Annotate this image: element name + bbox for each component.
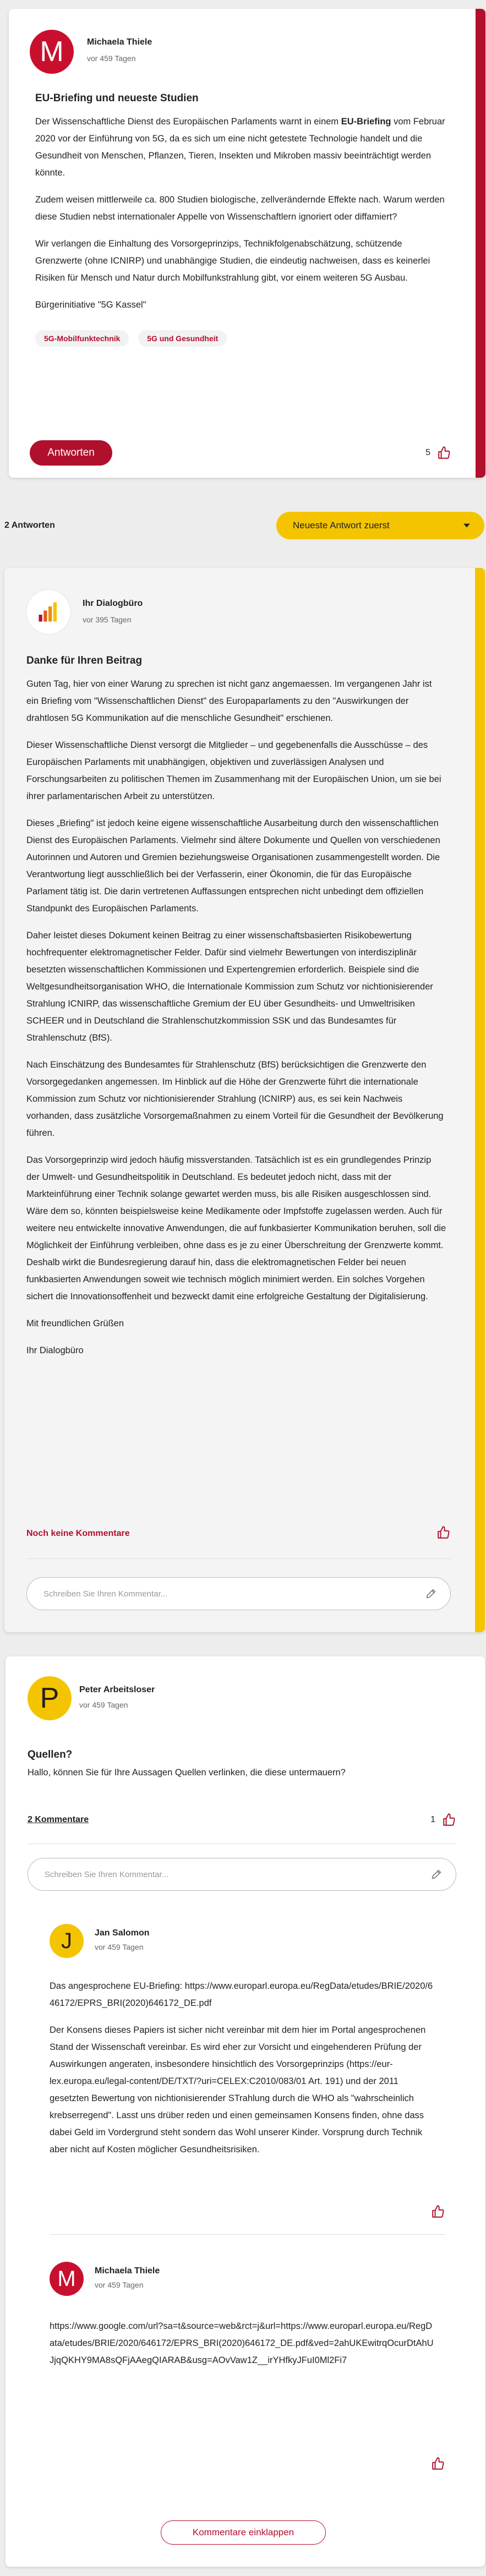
- comment-link[interactable]: https://www.google.com/url?sa=t&source=web&rct=j&url=https://www.europarl.europa.eu/RegData/etudes/BRIE/2020/646172/EPRS_BRI(2020)646172_DE.pdf&ved=2ahUKEwitrqOcurDtAhUJjqQKHY9MA8sQFjAAegQIARAB&usg=AOvVaw1Z__irYHfkyJFuI0Ml2Fi7: [50, 2321, 434, 2365]
- eu-briefing-link[interactable]: EU-Briefing: [341, 117, 391, 127]
- thumbs-up-icon[interactable]: [431, 2457, 445, 2471]
- answer-paragraph: Guten Tag, hier von einer Warung zu sprechen ist nicht ganz angemaessen. Im vergangenen Jahr ist ein Briefing vom "Wissenschaftlichen Dienst" des Europaparlaments zu den "Auswirkungen der drahtlosen 5G Kommunikation auf die menschliche Gesundheit" erschienen.: [26, 679, 432, 723]
- comment-date: vor 459 Tagen: [95, 2280, 144, 2289]
- post-date: vor 459 Tagen: [87, 54, 136, 63]
- answer-title: Danke für Ihren Beitrag: [26, 655, 143, 666]
- avatar[interactable]: [50, 1924, 84, 1958]
- answer-accent-stripe: [475, 568, 485, 1632]
- thumbs-up-icon[interactable]: [431, 2205, 445, 2219]
- answer-greeting: Mit freundlichen Grüßen: [26, 1319, 124, 1328]
- answer-text: Hallo, können Sie für Ihre Aussagen Quellen verlinken, die diese untermauern?: [28, 1768, 346, 1778]
- post-card: [9, 9, 485, 478]
- author-name[interactable]: Michaela Thiele: [87, 37, 152, 47]
- thumbs-up-icon[interactable]: [442, 1813, 456, 1827]
- comment-michaela: [28, 2245, 456, 2471]
- tag-list: [35, 330, 451, 347]
- avatar[interactable]: [50, 2262, 84, 2296]
- sort-dropdown-label: Neueste Antwort zuerst: [293, 520, 390, 530]
- pencil-icon[interactable]: [430, 1868, 443, 1880]
- sort-dropdown[interactable]: [276, 512, 484, 539]
- answer-title: Quellen?: [28, 1749, 73, 1760]
- avatar-letter: M: [57, 2266, 76, 2291]
- like-count: 1: [430, 1815, 435, 1824]
- avatar[interactable]: [26, 590, 70, 634]
- chevron-down-icon: [461, 520, 472, 531]
- post-signature: Bürgerinitiative "5G Kassel": [35, 300, 146, 310]
- dialogbuero-logo-icon: [35, 598, 62, 626]
- post-paragraph: Zudem weisen mittlerweile ca. 800 Studien biologische, zellverändernde Effekte nach. Warum werden diese Studien nebst internationaler Appelle von Wissenschaftlern ignoriert oder diffamiert?: [35, 195, 445, 222]
- pencil-icon[interactable]: [425, 1588, 437, 1600]
- avatar-letter: J: [61, 1928, 72, 1953]
- like-control[interactable]: [430, 1813, 456, 1827]
- like-control[interactable]: [425, 446, 451, 460]
- divider: [50, 2234, 445, 2235]
- tag-5g-mobilfunktechnik[interactable]: 5G-Mobilfunktechnik: [35, 330, 129, 347]
- answer-date: vor 459 Tagen: [79, 1700, 128, 1709]
- no-comments-label[interactable]: Noch keine Kommentare: [26, 1529, 130, 1538]
- answer-paragraph: Nach Einschätzung des Bundesamtes für Strahlenschutz (BfS) berücksichtigen die Grenzwerte den Vorsorgegedanken angemessen. Im Hinblick auf die Höhe der Grenzwerte führt die internationale Kommission zum Schutz vor nichtionisierender Strahlung (ICNIRP) aus, es sei kein Nachweis vorhanden, dass zusätzliche Vorsorgemaßnahmen zu einem Vorteil für die Gesundheit der Bevölkerung führen.: [26, 1060, 444, 1138]
- comment-input[interactable]: [26, 1577, 451, 1610]
- avatar[interactable]: [30, 30, 74, 74]
- divider: [26, 1558, 451, 1559]
- answer-paragraph: Das Vorsorgeprinzip wird jedoch häufig missverstanden. Tatsächlich ist es ein grundlegendes Prinzip der Umwelt- und Gesundheitspolitik in Deutschland. Es bedeutet jedoch nicht, dass mit der Markteinführung einer Technik solange gewartet werden muss, bis alle Risiken ausgeschlossen sind. Wäre dem so, könnten beispielsweise keine Medikamente oder Impfstoffe zugelassen werden. Auch für weitere neu entwickelte innovative Anwendungen, die auf funkbasierter Kommunikation beruhen, soll die Möglichkeit der Einführung verbleiben, ohne dass es je zu einer Überschreitung der Grenzwerte kommt. Deshalb wirkt die Bundesregierung darauf hin, dass die elektromagnetischen Felder bei neuen funkbasierten Anwendungen soweit wie technisch möglich minimiert werden. Ein solches Vorgehen sichert die Innovationsoffenheit und bezweckt damit eine erfolgreiche Gestaltung der Digitalisierung.: [26, 1155, 446, 1301]
- answer-paragraph: Daher leistet dieses Dokument keinen Beitrag zu einer wissenschaftsbasierten Risikobewertung hochfrequenter elektromagnetischer Felder. Dafür sind vielmehr Bewertungen von interdisziplinär besetzten wissenschaftlichen Kommissionen und Expertengremien erforderlich. Beispiele sind die Weltgesundheitsorganisation WHO, die Internationale Kommission zum Schutz vor nichtionisierender Strahlung ICNIRP, das wissenschaftliche Gremium der EU über Gesundheits- und Umweltrisiken SCHEER und in Deutschland die Strahlenschutzkommission SSK und das Bundesamtes für Strahlenschutz (BfS).: [26, 931, 433, 1043]
- answer-date: vor 395 Tagen: [83, 615, 132, 624]
- comment-input-placeholder: Schreiben Sie Ihren Kommentar...: [43, 1589, 168, 1599]
- author-name[interactable]: Ihr Dialogbüro: [83, 599, 143, 608]
- reply-button[interactable]: Antworten: [30, 440, 112, 466]
- avatar-letter: P: [40, 1682, 59, 1714]
- comment-paragraph: Das angesprochene EU-Briefing: https://www.europarl.europa.eu/RegData/etudes/BRIE/2020/646172/EPRS_BRI(2020)646172_DE.pdf: [50, 1981, 433, 2008]
- comment-paragraph: Der Konsens dieses Papiers ist sicher nicht vereinbar mit dem hier im Portal angesprochenen Stand der Wissenschaft vereinbar. Es wird eher zur Vorsicht und eingehenderen Prüfung der Auswirkungen angeraten, insbesondere hinsichtlich des Vorsorgeprinzips (https://eur-lex.europa.eu/legal-content/DE/TXT/?uri=CELEX:C2010/083/01 Art. 191) und der 2011 gesetzten Bewertung von nichtionisierender STrahlung durch die WHO als "wahrscheinlich krebserregend". Lasst uns drüber reden und einen gemeinsamen Konsens finden, ohne dass dabei Geld im Vordergrund steht sondern das Wohl unserer Kinder. Vorsprung durch Technik aber nicht auf Kosten möglicher Gesundheitsrisiken.: [50, 2025, 426, 2154]
- answer-card-peter: [6, 1656, 485, 2567]
- answer-paragraph: Dieser Wissenschaftliche Dienst versorgt die Mitglieder – und gegebenenfalls die Ausschüsse – des Europäischen Parlaments mit unabhängigen, objektiven und zuverlässigen Analysen und Forschungsarbeiten zu politischen Themen im Zusammenhang mit der Europäischen Union, um sie bei ihrer parlamentarischen Arbeit zu unterstützen.: [26, 740, 441, 801]
- author-name[interactable]: Peter Arbeitsloser: [79, 1685, 155, 1694]
- like-count: 5: [425, 448, 430, 457]
- avatar[interactable]: [28, 1676, 72, 1720]
- comments-toggle[interactable]: 2 Kommentare: [28, 1815, 89, 1824]
- answer-signature: Ihr Dialogbüro: [26, 1346, 84, 1355]
- author-name[interactable]: Michaela Thiele: [95, 2266, 160, 2276]
- post-accent-stripe: [476, 9, 485, 478]
- tag-5g-und-gesundheit[interactable]: 5G und Gesundheit: [138, 330, 227, 347]
- answer-card-dialogbuero: [4, 568, 485, 1632]
- comment-date: vor 459 Tagen: [95, 1943, 144, 1951]
- answers-count: 2 Antworten: [4, 521, 55, 530]
- collapse-comments-button[interactable]: [161, 2520, 326, 2545]
- thumbs-up-icon[interactable]: [436, 1525, 451, 1540]
- comment-jan: [28, 1907, 456, 2243]
- comment-input[interactable]: [28, 1858, 456, 1891]
- answer-paragraph: Dieses „Briefing" ist jedoch keine eigene wissenschaftliche Ausarbeitung durch den wissenschaftlichen Dienst des Europäischen Parlaments. Vielmehr sind ältere Dokumente und Quellen von verschiedenen Autorinnen und Autoren und Gremien beziehungsweise Organisationen zusammengestellt worden. Die Verantwortung liegt ausschließlich bei der Verfasserin, einer Ökonomin, die für das Europäische Parlament tätig ist. Die darin vertretenen Auffassungen entsprechen nicht unbedingt dem offiziellen Standpunkt des Europäischen Parlaments.: [26, 818, 440, 914]
- collapse-comments-label: Kommentare einklappen: [192, 2527, 294, 2537]
- thumbs-up-icon[interactable]: [437, 446, 451, 460]
- author-name[interactable]: Jan Salomon: [95, 1928, 150, 1938]
- post-title: EU-Briefing und neueste Studien: [35, 92, 199, 104]
- post-paragraph: Wir verlangen die Einhaltung des Vorsorgeprinzips, Technikfolgenabschätzung, schützende Grenzwerte (ohne ICNIRP) und unabhängige Studien, die eindeutig nachweisen, dass es keinerlei Risiken für Mensch und Natur durch Mobilfunkstrahlung gibt, vor einem weiteren 5G Ausbau.: [35, 239, 430, 283]
- post-paragraph: Der Wissenschaftliche Dienst des Europäischen Parlaments warnt in einem EU-Briefing vom Februar 2020 vor der Einführung von 5G, da es sich um eine nicht getestete Technologie handelt und die Gesundheit von Menschen, Pflanzen, Tieren, Insekten und Mikroben massiv beeinträchtigt werden könnte.: [35, 117, 445, 178]
- avatar-letter: M: [40, 36, 64, 68]
- comment-input-placeholder: Schreiben Sie Ihren Kommentar...: [45, 1869, 169, 1879]
